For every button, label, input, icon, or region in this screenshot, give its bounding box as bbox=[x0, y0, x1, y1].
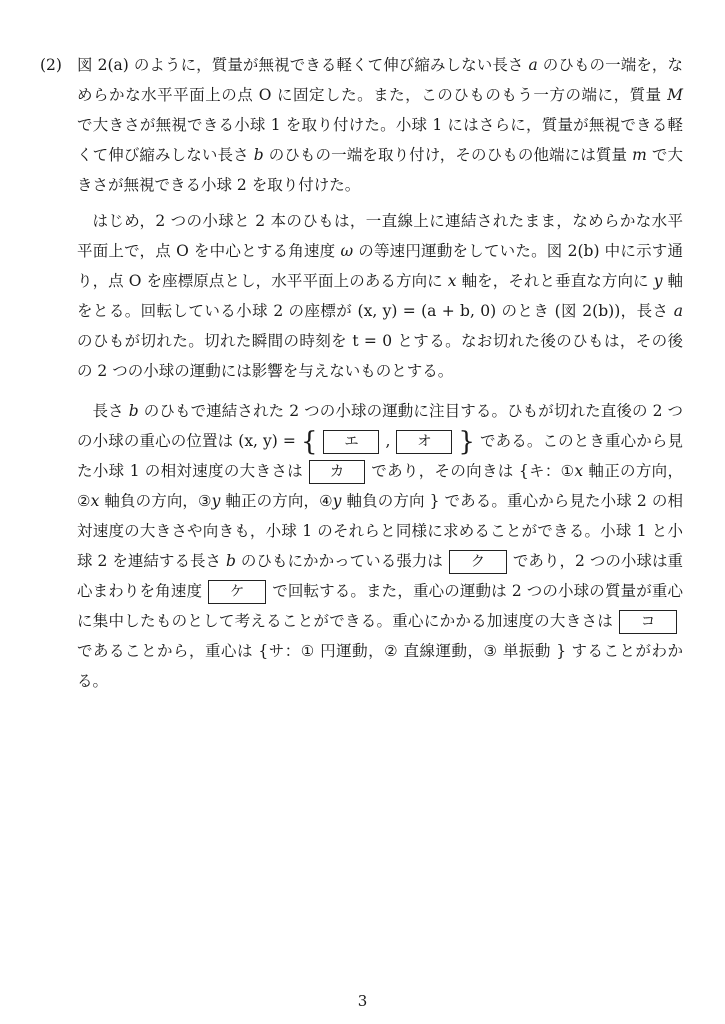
var-M: M bbox=[667, 86, 683, 104]
text: とする。なお切れた後のひもは，その後の 2 つの小球の運動には影響を与えないものとする。 bbox=[77, 332, 683, 380]
choice-2: ② bbox=[384, 642, 399, 660]
page-number: 3 bbox=[357, 992, 368, 1010]
text: のひもの一端を取り付け，そのひもの他端には質量 bbox=[263, 146, 633, 164]
paragraph-setup bbox=[77, 50, 683, 200]
time-expression: t = 0 bbox=[352, 332, 393, 350]
answer-box-o: オ bbox=[396, 430, 452, 454]
var-omega: ω bbox=[340, 242, 354, 260]
choice-3: ③ bbox=[198, 492, 212, 510]
text: のひもで連結された 2 つの小球の運動に注目する。ひもが切れた直後の 2 つの小球の重心の位置は bbox=[77, 402, 683, 450]
choice-1: ① bbox=[300, 642, 315, 660]
text: 軸をとる。回転している小球 2 の座標が bbox=[77, 272, 683, 320]
var-x: x bbox=[574, 462, 584, 480]
var-y: y bbox=[653, 272, 663, 290]
answer-box-e: エ bbox=[323, 430, 379, 454]
brace-open: { bbox=[300, 427, 318, 457]
text: のひもが切れた。切れた瞬間の時刻を bbox=[77, 332, 353, 350]
choice-1: ① bbox=[560, 462, 575, 480]
text: であり，2 つの小球は重心まわりを角速度 bbox=[77, 552, 683, 600]
text: 図 2(a) のように，質量が無視できる軽くて伸び縮みしない長さ bbox=[77, 56, 529, 74]
comma: , bbox=[385, 432, 391, 450]
text: 軸負の方向 } である。重心から見た小球 2 の相対速度の大きさや向きも，小球 1 のそれらと同様に求めることができる。小球 1 と小球 2 を連結する長さ bbox=[77, 492, 683, 570]
text: で回転する。また，重心の運動は 2 つの小球の質量が重心に集中したものとして考えることができる。重心にかかる加速度の大きさは bbox=[77, 582, 683, 630]
text: のひもの一端を，なめらかな水平平面上の点 O に固定した。また，このひものもう一方の端に，質量 bbox=[77, 56, 683, 104]
var-y: y bbox=[211, 492, 221, 510]
var-x: x bbox=[90, 492, 100, 510]
text: 円運動， bbox=[314, 642, 385, 660]
var-a: a bbox=[673, 302, 683, 320]
answer-box-ku: ク bbox=[449, 550, 507, 574]
paragraph-motion bbox=[77, 206, 683, 386]
text: で大きさが無視できる小球 2 を取り付けた。 bbox=[77, 146, 683, 194]
text: であり，その向きは {キ： bbox=[370, 462, 561, 480]
text: 軸負の方向， bbox=[99, 492, 199, 510]
text: 軸正の方向， bbox=[220, 492, 320, 510]
text: 直線運動， bbox=[398, 642, 484, 660]
text: 単振動 } することがわかる。 bbox=[77, 642, 683, 690]
var-a: a bbox=[528, 56, 538, 74]
var-y: y bbox=[332, 492, 342, 510]
coord-expression: (x, y) = (a + b, 0) bbox=[357, 302, 497, 320]
var-x: x bbox=[447, 272, 457, 290]
answer-box-ka: カ bbox=[309, 460, 365, 484]
var-b: b bbox=[128, 402, 139, 420]
answer-box-ko: コ bbox=[619, 610, 677, 634]
question-number: (2) bbox=[40, 56, 62, 74]
text: はじめ，2 つの小球と 2 本のひもは，一直線上に連結されたまま，なめらかな水平平面上で，点 O を中心とする角速度 bbox=[77, 212, 683, 260]
text: である。このとき重心から見た小球 1 の相対速度の大きさは bbox=[77, 432, 683, 480]
choice-4: ④ bbox=[319, 492, 333, 510]
text: のとき (図 2(b))，長さ bbox=[496, 302, 674, 320]
text: 軸を，それと垂直な方向に bbox=[456, 272, 654, 290]
text: で大きさが無視できる小球 1 を取り付けた。小球 1 にはさらに，質量が無視できる軽くて伸び縮みしない長さ bbox=[77, 116, 683, 164]
xy-expression: (x, y) = bbox=[238, 432, 296, 450]
answer-box-ke: ケ bbox=[208, 580, 266, 604]
text: 長さ bbox=[92, 402, 129, 420]
var-b: b bbox=[226, 552, 236, 570]
text: であることから，重心は {サ： bbox=[77, 642, 301, 660]
text: 軸正の方向， bbox=[583, 462, 683, 480]
text: の等速円運動をしていた。図 2(b) 中に示す通り，点 O を座標原点とし，水平平面上のある方向に bbox=[77, 242, 683, 290]
brace-close: } bbox=[458, 427, 475, 457]
choice-3: ③ bbox=[483, 642, 498, 660]
paragraph-questions bbox=[77, 396, 683, 696]
var-m: m bbox=[632, 146, 647, 164]
choice-2: ② bbox=[77, 492, 91, 510]
text: のひもにかかっている張力は bbox=[235, 552, 443, 570]
var-b: b bbox=[253, 146, 264, 164]
